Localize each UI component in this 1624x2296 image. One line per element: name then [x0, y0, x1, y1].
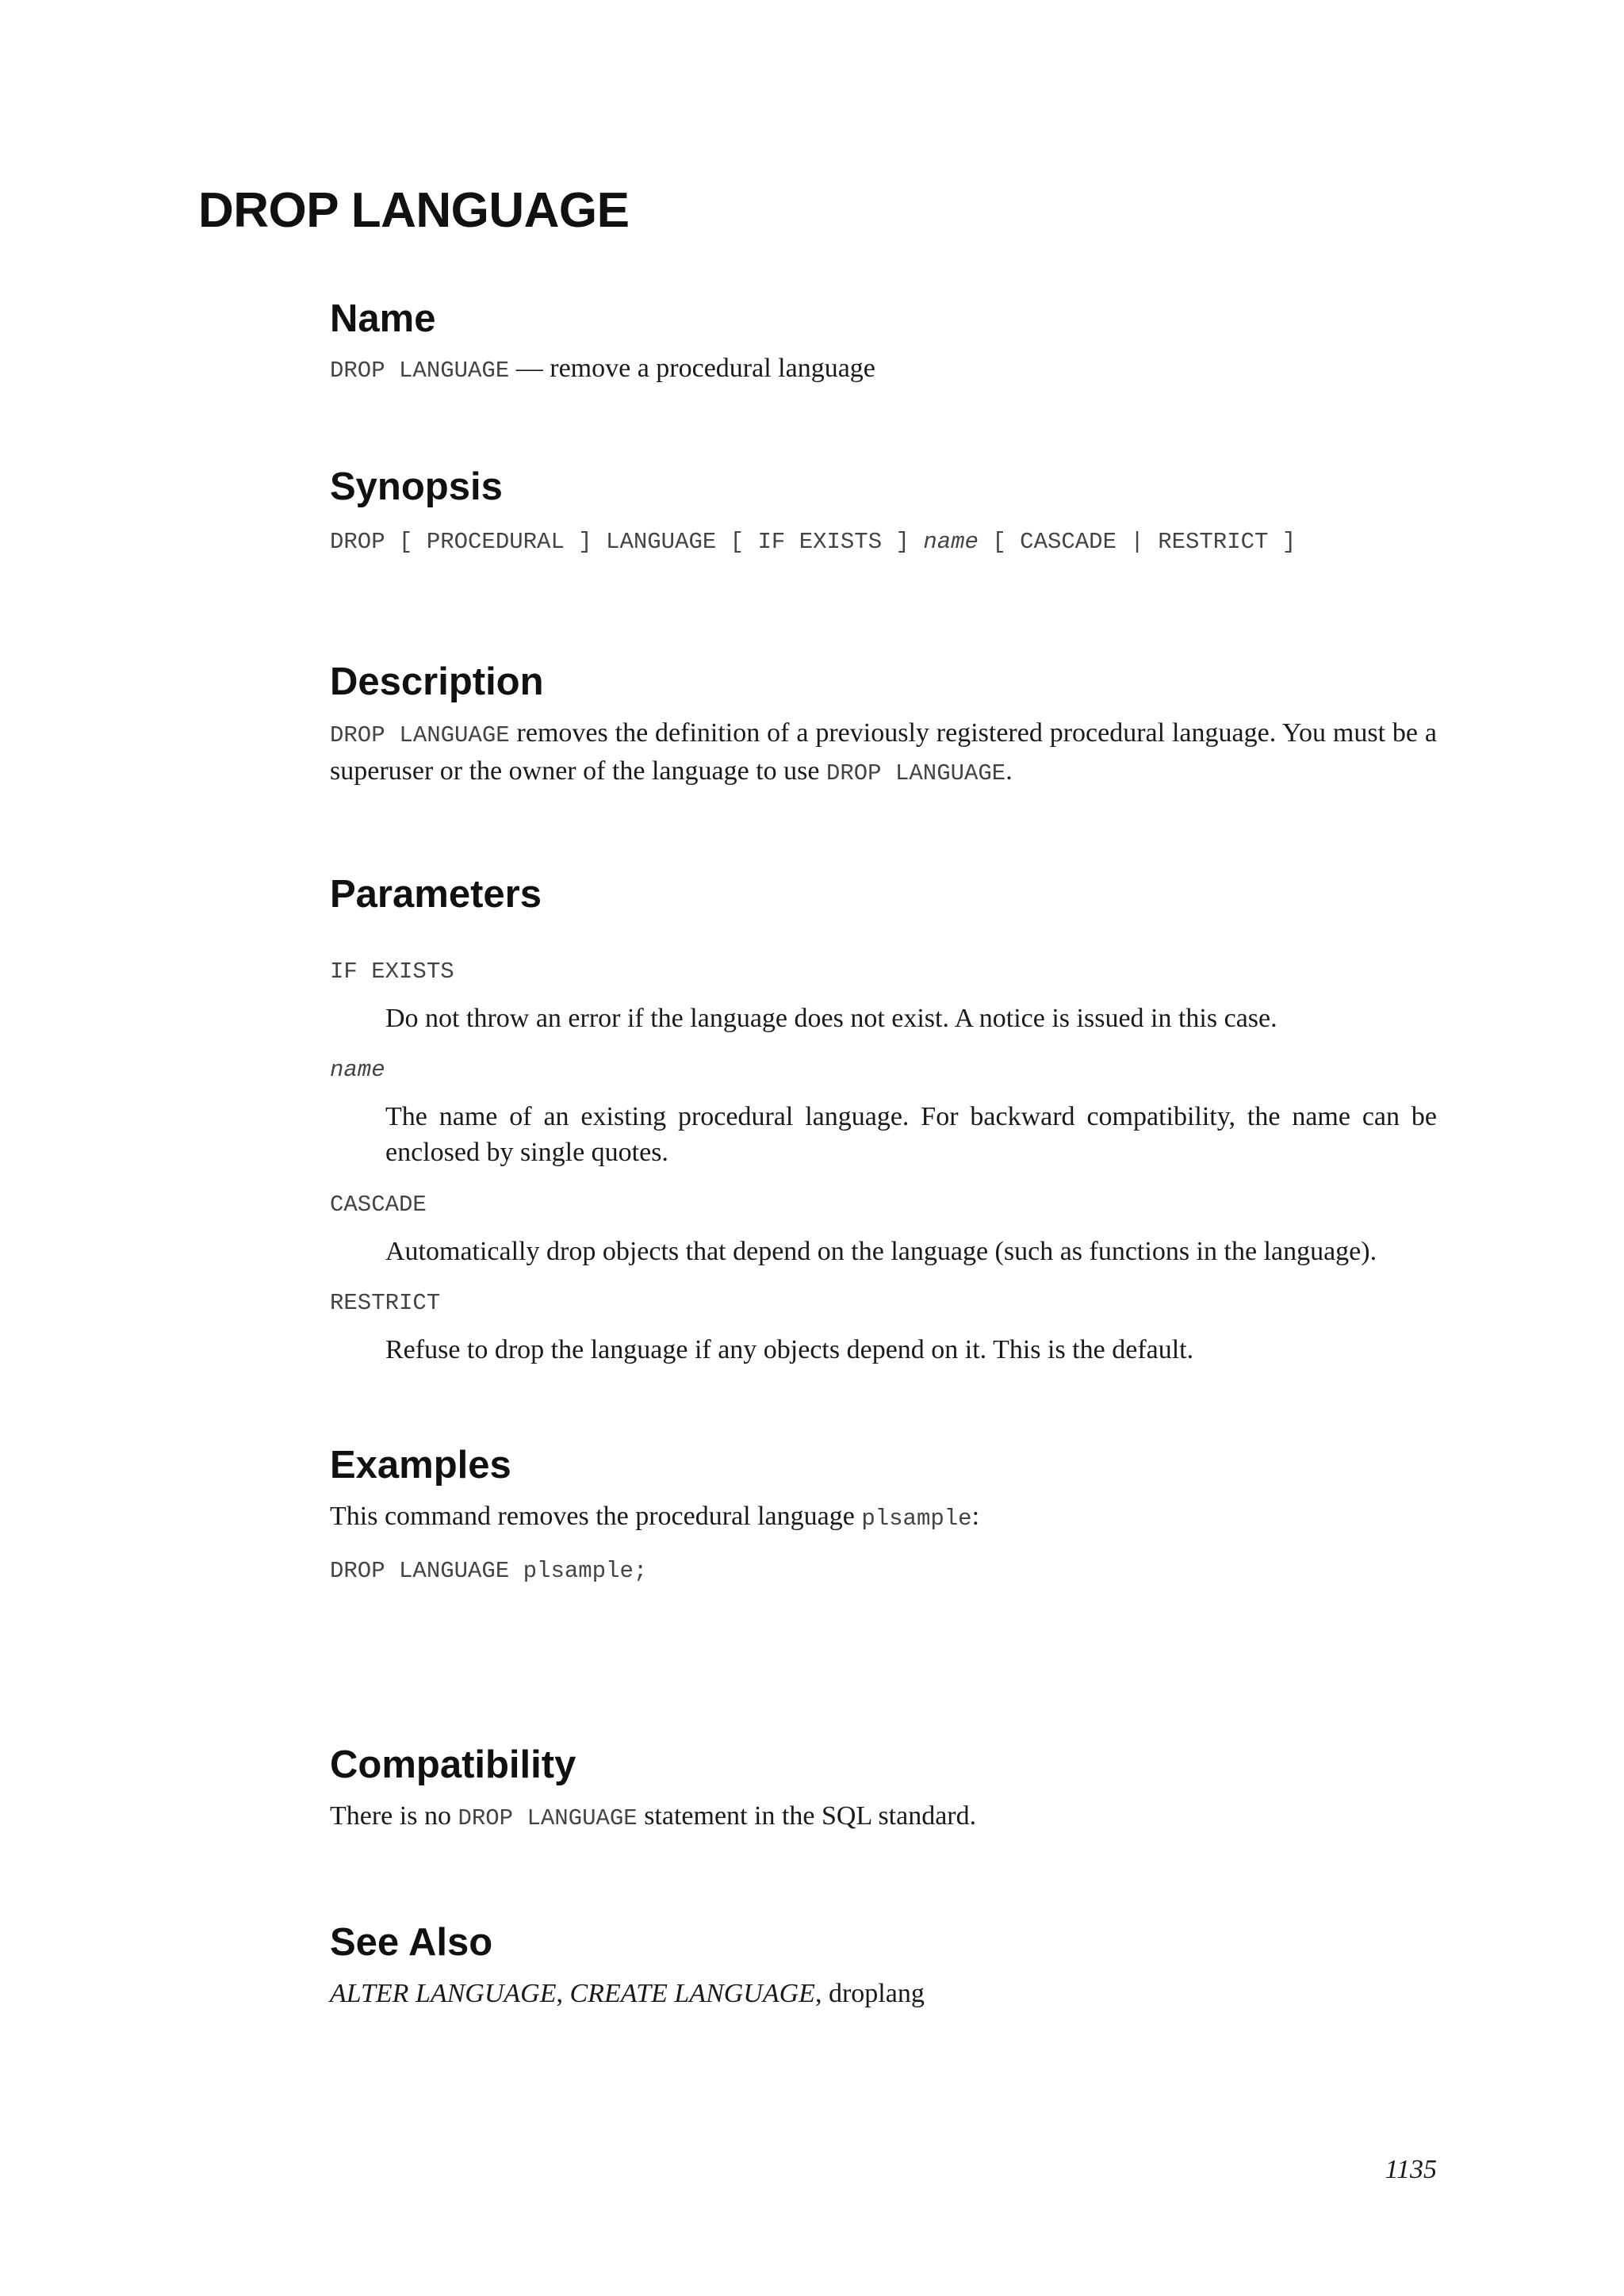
page-title: DROP LANGUAGE: [198, 183, 630, 238]
description-text: [330, 715, 1437, 791]
compatibility-pre: There is no: [330, 1801, 458, 1831]
see-also-links: [330, 1976, 1437, 2011]
description-heading: Description: [330, 660, 544, 703]
param-term-cascade: CASCADE: [330, 1192, 427, 1218]
name-heading: Name: [330, 297, 436, 340]
parameters-heading: Parameters: [330, 873, 542, 916]
param-term-restrict: RESTRICT: [330, 1290, 441, 1316]
examples-lang: plsample: [861, 1506, 972, 1532]
synopsis-code: [330, 526, 1437, 558]
description-cmd-1: DROP LANGUAGE: [330, 722, 510, 748]
param-desc-restrict: Refuse to drop the language if any objects depend on it. This is the default.: [385, 1335, 1194, 1364]
compatibility-section: [330, 1739, 1437, 1836]
compatibility-heading: Compatibility: [330, 1743, 576, 1786]
examples-section: [330, 1440, 1437, 1587]
description-text-2: .: [1005, 756, 1013, 786]
see-also-separator-1: ,: [556, 1979, 570, 2008]
description-text-1: removes the definition of a previously registered procedural language. You must be a superuser or the owner of the language to use: [330, 718, 1437, 786]
compatibility-post: statement in the SQL standard.: [637, 1801, 977, 1831]
examples-code: DROP LANGUAGE plsample;: [330, 1558, 648, 1584]
synopsis-heading: Synopsis: [330, 465, 503, 508]
param-desc-name: The name of an existing procedural language. For backward compatibility, the name can be enclosed by single quotes.: [385, 1102, 1437, 1167]
param-term-name: name: [330, 1057, 385, 1083]
synopsis-param: name: [923, 529, 979, 555]
see-also-link-alter-language[interactable]: ALTER LANGUAGE: [330, 1979, 557, 2008]
name-command: DROP LANGUAGE: [330, 358, 510, 384]
compatibility-cmd: DROP LANGUAGE: [458, 1805, 638, 1831]
see-also-heading: See Also: [330, 1921, 493, 1964]
compatibility-text: [330, 1798, 1437, 1836]
name-summary: — remove a procedural language: [509, 354, 875, 383]
examples-intro-text: This command removes the procedural language: [330, 1502, 862, 1531]
param-desc-cascade: Automatically drop objects that depend on the language (such as functions in the language).: [385, 1237, 1377, 1266]
param-term-if-exists: IF EXISTS: [330, 959, 454, 985]
examples-heading: Examples: [330, 1444, 511, 1487]
synopsis-section: [330, 461, 1437, 558]
description-cmd-2: DROP LANGUAGE: [825, 760, 1006, 786]
see-also-link-droplang[interactable]: droplang: [828, 1979, 925, 2008]
see-also-separator-2: ,: [814, 1979, 829, 2008]
see-also-link-create-language[interactable]: CREATE LANGUAGE: [569, 1979, 815, 2008]
see-also-section: [330, 1917, 1437, 2011]
param-desc-if-exists: Do not throw an error if the language does not exist. A notice is issued in this case.: [385, 1004, 1277, 1033]
name-section: [330, 293, 1437, 388]
synopsis-post: [ CASCADE | RESTRICT ]: [978, 529, 1297, 555]
synopsis-pre: DROP [ PROCEDURAL ] LANGUAGE [ IF EXISTS ]: [330, 529, 924, 555]
examples-intro-end: :: [971, 1502, 980, 1531]
name-line: [330, 350, 1437, 388]
description-section: [330, 656, 1437, 791]
page-number: 1135: [1385, 2155, 1437, 2184]
parameters-section: [330, 869, 1437, 1392]
examples-intro: [330, 1498, 1437, 1536]
